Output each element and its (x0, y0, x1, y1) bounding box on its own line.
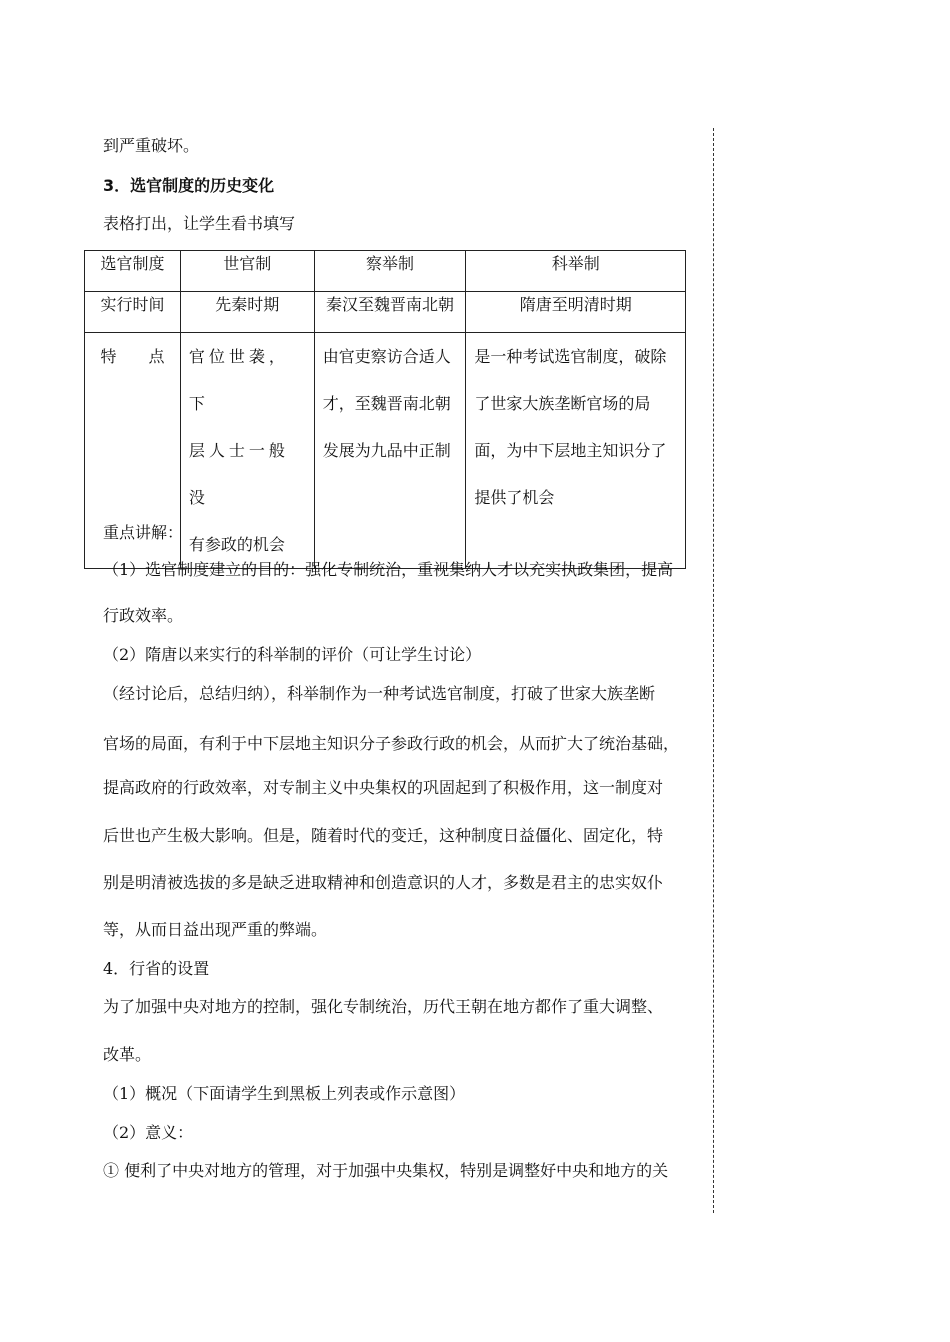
cell-line: 发展为九品中正制 (322, 441, 451, 460)
table-header-row (85, 251, 686, 292)
text-line: 重点讲解： (103, 523, 184, 542)
table-cell (180, 333, 314, 569)
cell-line: 由官吏察访合适人 (322, 347, 451, 366)
section-heading: 3．选官制度的历史变化 (103, 176, 275, 195)
text-line: 到严重破坏。 (103, 136, 200, 155)
selection-system-table (84, 250, 686, 569)
text-line: 改革。 (103, 1045, 152, 1064)
text-line: 4．行省的设置 (103, 959, 210, 978)
text-line: （1）概况（下面请学生到黑板上列表或作示意图） (103, 1084, 466, 1103)
cell-line: 面，为中下层地主知识分了 (474, 441, 667, 460)
text-line: （经讨论后，总结归纳），科举制作为一种考试选官制度，打破了世家大族垄断 (103, 684, 656, 703)
table-cell: 科举制 (466, 251, 686, 292)
text-line: 行政效率。 (103, 606, 184, 625)
cell-line: 提供了机会 (474, 488, 555, 507)
cell-line: 有参政的机会 (188, 535, 285, 554)
cell-line: 层人士一般没 (188, 441, 289, 507)
text-line: ① 便利了中央对地方的管理，对于加强中央集权，特别是调整好中央和地方的关 (103, 1161, 669, 1180)
cell-line: 官位世袭，下 (188, 347, 289, 413)
table-cell (314, 333, 466, 569)
text-line: 官场的局面，有利于中下层地主知识分子参政行政的机会，从而扩大了统治基础， (103, 734, 680, 753)
cell-line: 了世家大族垄断官场的局 (474, 394, 651, 413)
table-cell: 世官制 (180, 251, 314, 292)
binding-dashed-line (713, 128, 714, 1213)
text-line: 等，从而日益出现严重的弊端。 (103, 920, 328, 939)
text-line: （1）选官制度建立的目的：强化专制统治，重视集纳人才以充实执政集团，提高 (103, 560, 674, 579)
text-line: （2）隋唐以来实行的科举制的评价（可让学生讨论） (103, 645, 482, 664)
table-row (85, 292, 686, 333)
table-cell (466, 333, 686, 569)
cell-line: 才，至魏晋南北朝 (322, 394, 451, 413)
text-line: 为了加强中央对地方的控制，强化专制统治，历代王朝在地方都作了重大调整、 (103, 997, 664, 1016)
text-line: 表格打出，让学生看书填写 (103, 214, 296, 233)
table-cell: 实行时间 (85, 292, 181, 333)
feature-label: 特 点 (100, 347, 165, 366)
text-line: 别是明清被选拔的多是缺乏进取精神和创造意识的人才，多数是君主的忠实奴仆 (103, 873, 664, 892)
text-line: 后世也产生极大影响。但是，随着时代的变迁，这种制度日益僵化、固定化，特 (103, 826, 664, 845)
table-cell: 秦汉至魏晋南北朝 (314, 292, 466, 333)
table-cell: 察举制 (314, 251, 466, 292)
text-line: 提高政府的行政效率，对专制主义中央集权的巩固起到了积极作用，这一制度对 (103, 778, 664, 797)
cell-line: 是一种考试选官制度，破除 (474, 347, 667, 366)
text-line: （2）意义： (103, 1123, 194, 1142)
table-cell: 选官制度 (85, 251, 181, 292)
table-cell: 先秦时期 (180, 292, 314, 333)
table-cell: 隋唐至明清时期 (466, 292, 686, 333)
